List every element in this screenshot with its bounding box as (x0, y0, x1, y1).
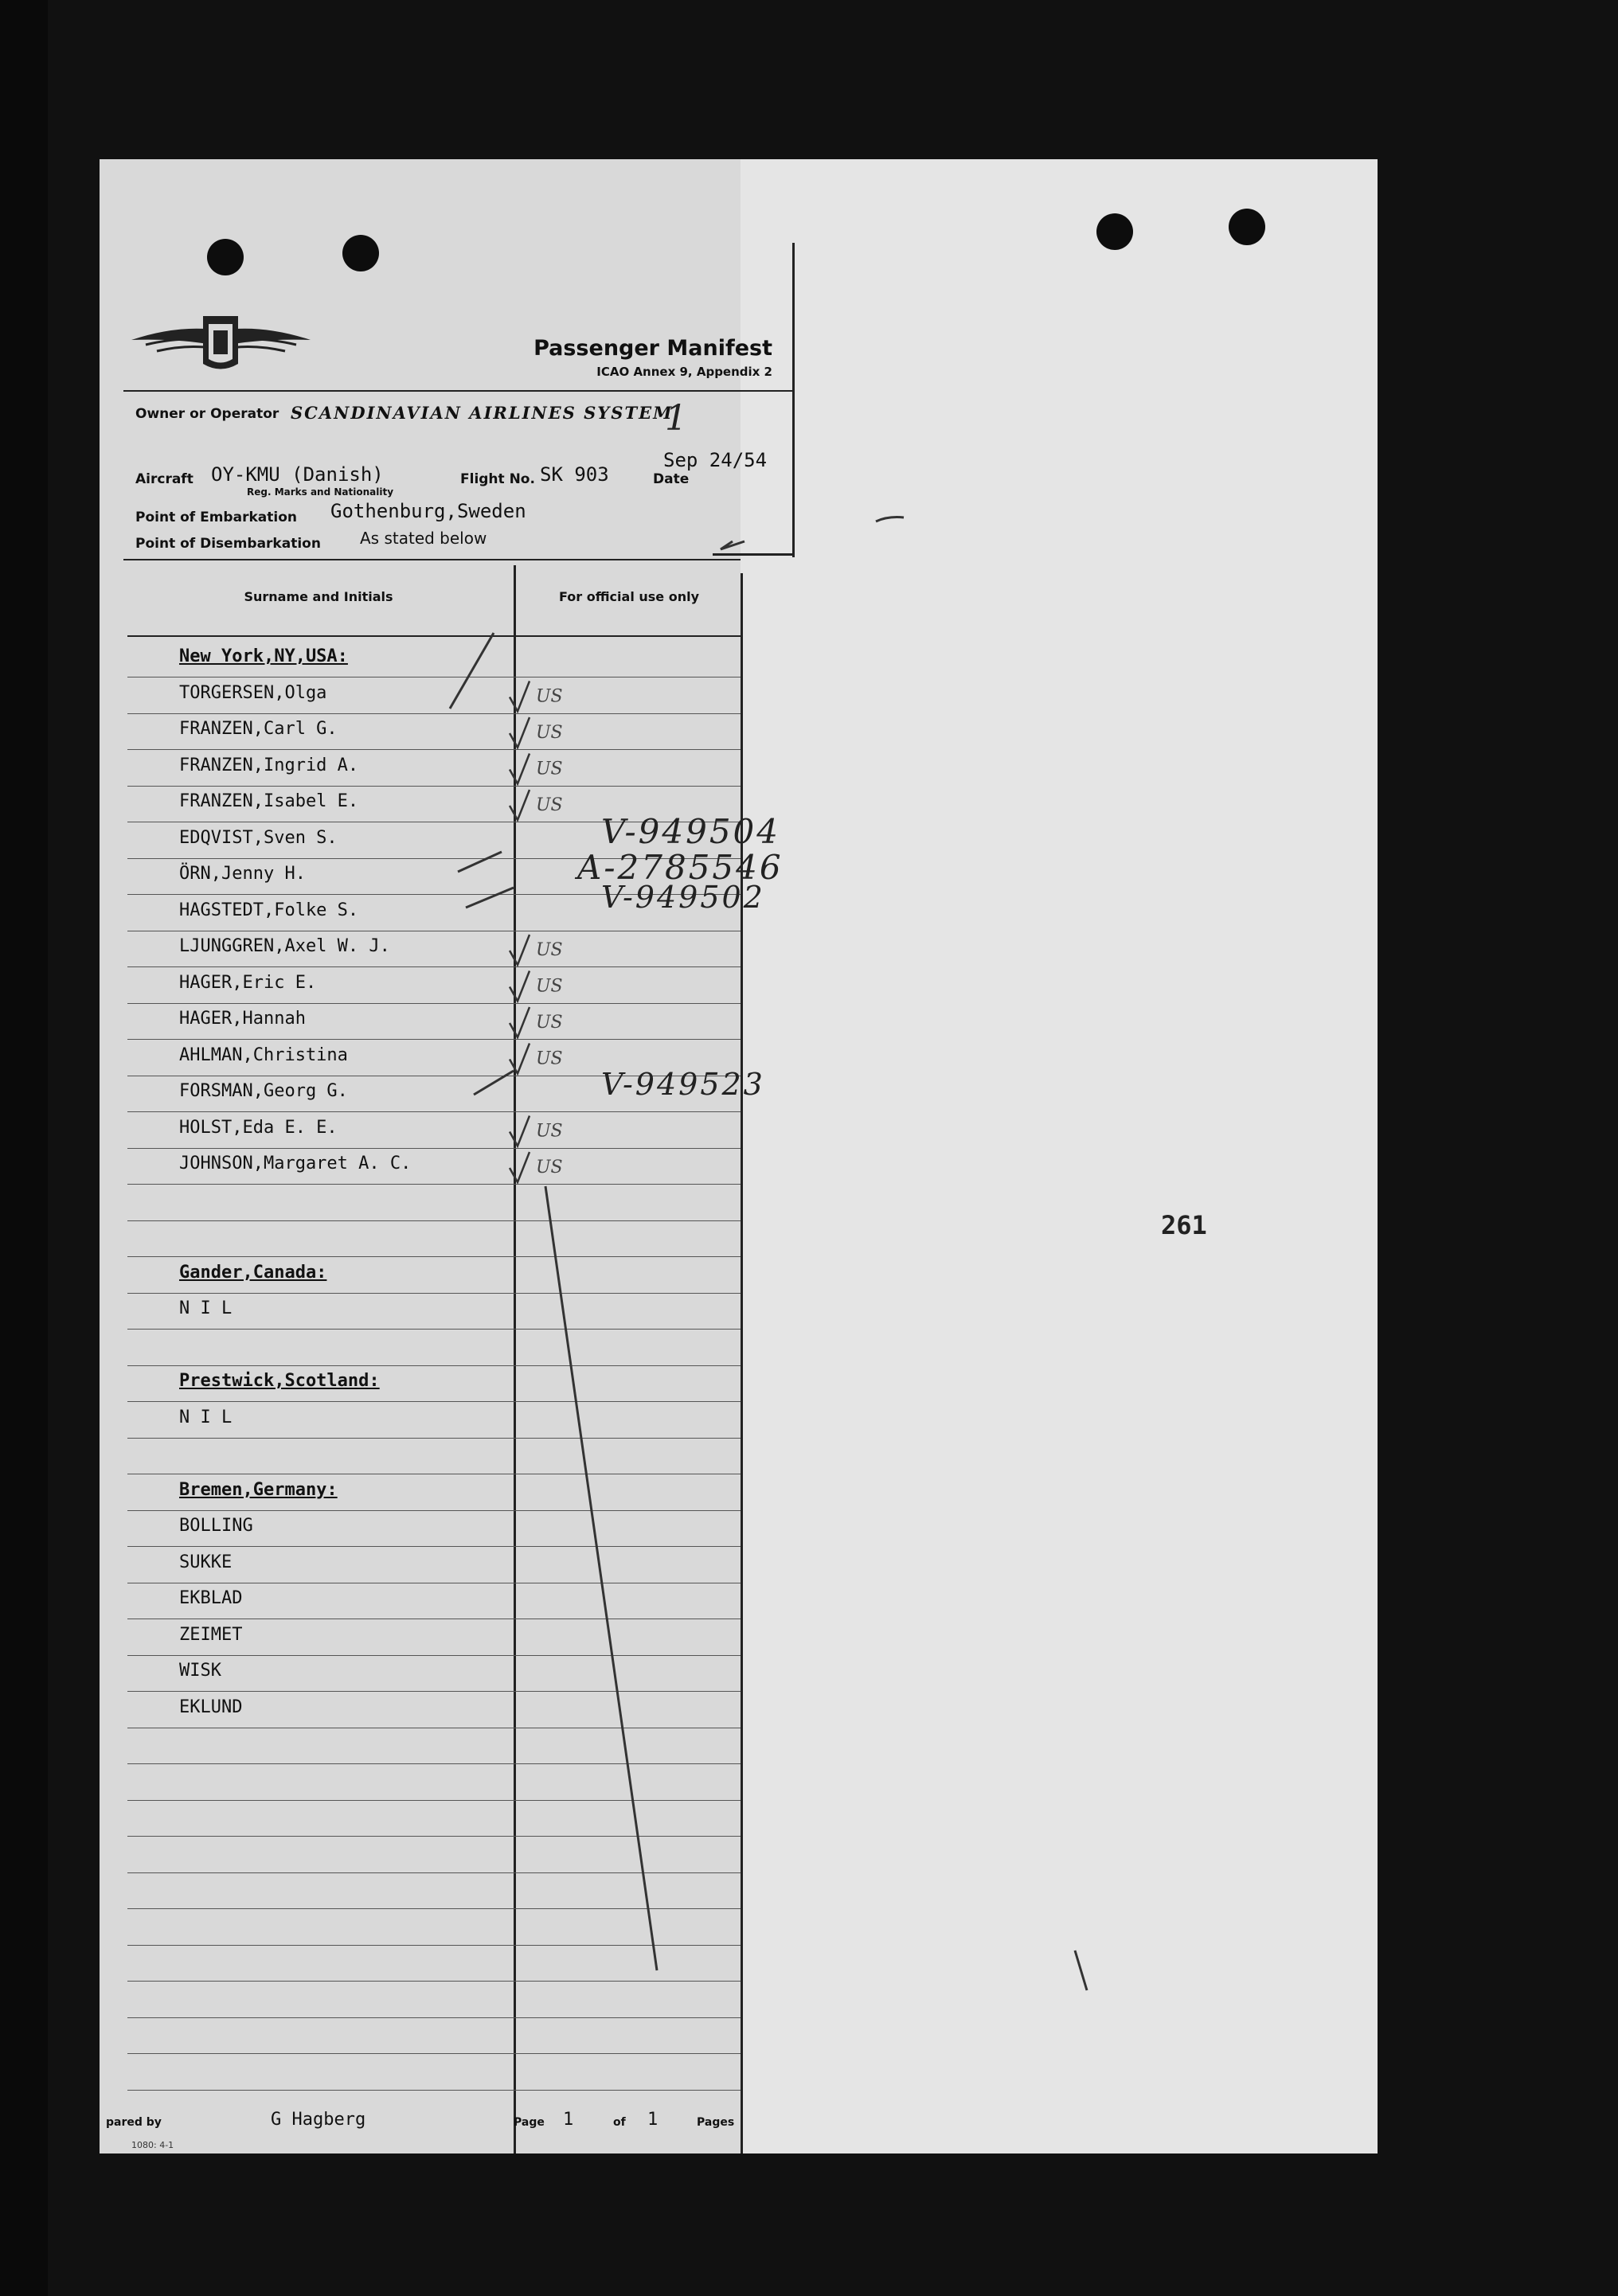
check-mark-note: US (536, 759, 563, 779)
destination-heading: New York,NY,USA: (179, 646, 348, 666)
official-column-header: For official use only (558, 589, 700, 604)
table-row-line (127, 1908, 741, 1909)
embarkation-label: Point of Embarkation (135, 510, 297, 525)
table-row-line (127, 2090, 741, 2091)
passenger-name: N I L (179, 1298, 233, 1318)
table-row-line (127, 1800, 741, 1801)
passenger-name: HOLST,Eda E. E. (179, 1117, 338, 1138)
table-top-rule (123, 559, 741, 560)
check-mark-note: US (536, 1013, 563, 1033)
owner-mark: 1 (665, 398, 690, 439)
table-row-line (127, 1438, 741, 1439)
destination-heading: Prestwick,Scotland: (179, 1371, 380, 1391)
passenger-name: ZEIMET (179, 1624, 243, 1645)
header-divider (123, 390, 792, 392)
column-header-rule (127, 635, 741, 637)
date-label: Date (653, 471, 690, 487)
table-row-line (127, 1220, 741, 1221)
owner-value: SCANDINAVIAN AIRLINES SYSTEM (291, 403, 674, 423)
manifest-sheet (100, 159, 1378, 2153)
table-row-line (127, 1256, 741, 1257)
scan-border (0, 0, 48, 2296)
table-row-line (127, 713, 741, 714)
aircraft-value: OY-KMU (Danish) (211, 463, 384, 486)
header-box-bottom (713, 553, 795, 556)
passenger-name: WISK (179, 1661, 221, 1681)
check-mark-note: US (536, 795, 563, 815)
page-stamp-number: 261 (1161, 1210, 1207, 1240)
page-value: 1 (563, 2110, 574, 2130)
table-row-line (127, 1836, 741, 1837)
document-subtitle: ICAO Annex 9, Appendix 2 (596, 365, 772, 379)
pages-label: Pages (697, 2116, 735, 2129)
passenger-name: LJUNGGREN,Axel W. J. (179, 936, 390, 956)
flight-value: SK 903 (540, 463, 609, 486)
aircraft-sublabel: Reg. Marks and Nationality (247, 486, 394, 498)
punch-hole (207, 239, 244, 275)
flight-label: Flight No. (460, 471, 535, 487)
table-row-line (127, 2053, 741, 2054)
aircraft-label: Aircraft (135, 471, 193, 487)
handwritten-visa-number: V-949504 (601, 812, 780, 851)
page-label: Page (514, 2116, 545, 2129)
table-row-line (127, 1945, 741, 1946)
passenger-name: BOLLING (179, 1516, 253, 1536)
handwritten-visa-number: V-949523 (601, 1067, 765, 1102)
destination-heading: Gander,Canada: (179, 1262, 327, 1283)
passenger-name: FRANZEN,Isabel E. (179, 791, 359, 811)
table-row-line (127, 1003, 741, 1004)
prepared-by-label: pared by (106, 2116, 162, 2129)
check-mark-note: US (536, 723, 563, 743)
passenger-name: EKBLAD (179, 1588, 243, 1608)
table-row-line (127, 786, 741, 787)
passenger-name: N I L (179, 1407, 233, 1427)
passenger-name: FORSMAN,Georg G. (179, 1081, 348, 1101)
table-row-line (127, 1981, 741, 1982)
names-column-header: Surname and Initials (244, 589, 393, 604)
header-box-border (792, 243, 795, 557)
disembarkation-value: As stated below (360, 529, 487, 548)
table-row-line (127, 1184, 741, 1185)
passenger-name: EKLUND (179, 1697, 243, 1717)
handwritten-visa-number: V-949502 (601, 880, 765, 915)
passenger-name: FRANZEN,Ingrid A. (179, 755, 359, 775)
check-mark-note: US (536, 1158, 563, 1177)
table-row-line (127, 2017, 741, 2018)
check-mark-note: US (536, 1121, 563, 1142)
passenger-name: HAGER,Hannah (179, 1009, 306, 1029)
sas-winged-logo-icon (131, 307, 311, 374)
passenger-name: TORGERSEN,Olga (179, 682, 327, 703)
table-row-line (127, 1763, 741, 1764)
check-mark-note: US (536, 976, 563, 997)
document-title: Passenger Manifest (533, 336, 772, 361)
table-row-line (127, 749, 741, 750)
table-row-line (127, 1039, 741, 1040)
disembarkation-label: Point of Disembarkation (135, 536, 321, 552)
passenger-name: AHLMAN,Christina (179, 1045, 348, 1065)
owner-label: Owner or Operator (135, 406, 279, 422)
passenger-name: ÖRN,Jenny H. (179, 864, 306, 884)
table-row-line (127, 1293, 741, 1294)
table-row-line (127, 1691, 741, 1692)
passenger-name: HAGSTEDT,Folke S. (179, 900, 359, 920)
table-row-line (127, 1329, 741, 1330)
table-row-line (127, 1401, 741, 1402)
table-row-line (127, 966, 741, 967)
embarkation-value: Gothenburg,Sweden (330, 500, 526, 522)
table-row-line (127, 1546, 741, 1547)
form-code: 1080: 4-1 (131, 2140, 174, 2150)
handwritten-visa-number: A-2785546 (577, 848, 784, 887)
check-mark-note: US (536, 940, 563, 960)
table-row-line (127, 1111, 741, 1112)
punch-hole (1096, 213, 1133, 250)
passenger-name: EDQVIST,Sven S. (179, 827, 338, 848)
passenger-name: HAGER,Eric E. (179, 972, 317, 993)
table-row-line (127, 1872, 741, 1873)
punch-hole (1229, 209, 1265, 245)
destination-heading: Bremen,Germany: (179, 1479, 338, 1500)
of-label: of (613, 2116, 626, 2129)
passenger-name: SUKKE (179, 1552, 233, 1572)
punch-hole (342, 235, 379, 271)
table-row-line (127, 1148, 741, 1149)
passenger-name: JOHNSON,Margaret A. C. (179, 1154, 412, 1173)
table-row-line (127, 1365, 741, 1366)
check-mark-note: US (536, 686, 563, 707)
table-row-line (127, 1510, 741, 1511)
of-value: 1 (647, 2110, 659, 2130)
table-row-line (127, 1655, 741, 1656)
passenger-name: FRANZEN,Carl G. (179, 719, 338, 739)
column-divider (514, 565, 516, 2153)
form-right-border (741, 573, 743, 2153)
prepared-by-value: G Hagberg (271, 2110, 366, 2130)
date-value: Sep 24/54 (663, 449, 768, 471)
check-mark-note: US (536, 1048, 563, 1069)
